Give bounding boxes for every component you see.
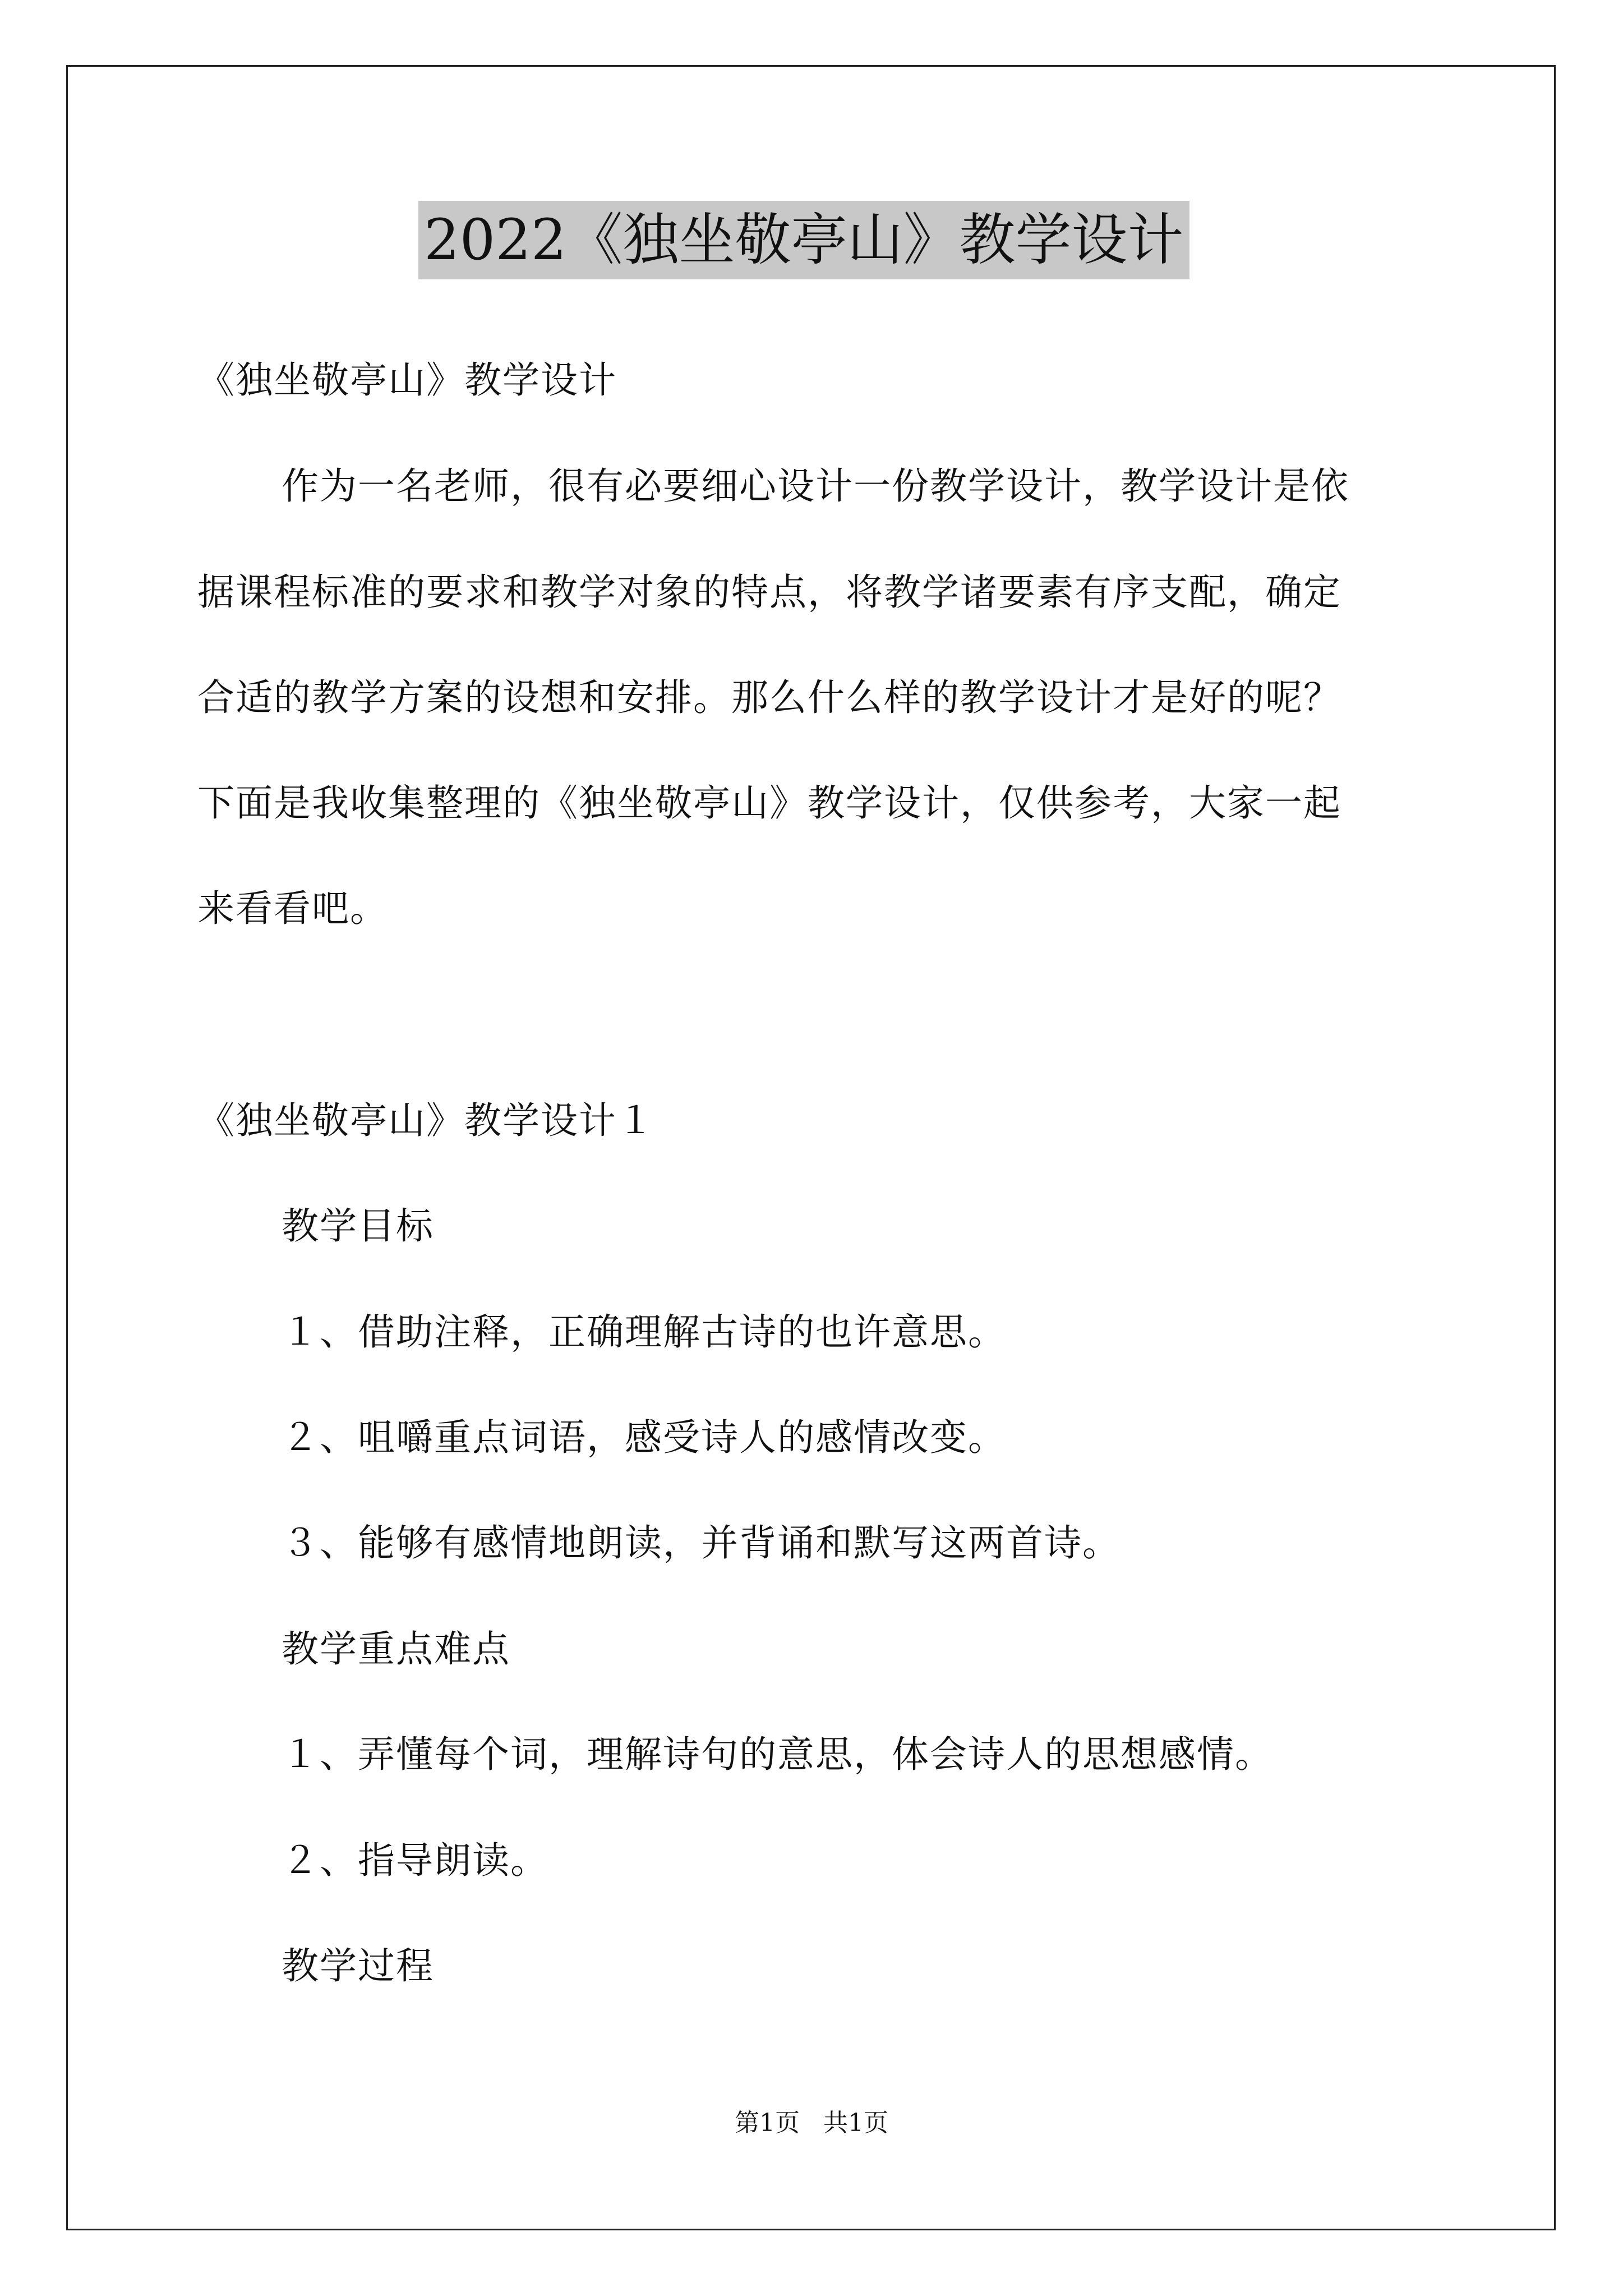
key-point-item: １、弄懂每个词，理解诗句的意思，体会诗人的思想感情。 — [282, 1733, 1273, 1776]
page-number-total: 共1页 — [823, 2109, 888, 2137]
document-title: 2022《独坐敬亭山》教学设计 — [418, 201, 1189, 279]
process-heading: 教学过程 — [282, 1944, 434, 1987]
goals-heading: 教学目标 — [282, 1204, 434, 1248]
page-number-current: 第1页 — [735, 2109, 800, 2137]
section-title: 《独坐敬亭山》教学设计１ — [197, 1099, 655, 1142]
intro-line-1: 作为一名老师，很有必要细心设计一份教学设计，教学设计是依 — [282, 464, 1349, 508]
intro-line-4: 下面是我收集整理的《独坐敬亭山》教学设计，仅供参考，大家一起 — [197, 781, 1341, 825]
intro-line-5: 来看看吧。 — [197, 887, 388, 930]
goal-item: ２、咀嚼重点词语，感受诗人的感情改变。 — [282, 1416, 1006, 1459]
goal-item: ３、能够有感情地朗读，并背诵和默写这两首诗。 — [282, 1521, 1121, 1565]
intro-line-2: 据课程标准的要求和教学对象的特点，将教学诸要素有序支配，确定 — [197, 570, 1341, 614]
intro-line-3: 合适的教学方案的设想和安排。那么什么样的教学设计才是好的呢？ — [197, 676, 1341, 719]
goal-item: １、借助注释，正确理解古诗的也许意思。 — [282, 1310, 1006, 1354]
key-points-heading: 教学重点难点 — [282, 1627, 510, 1671]
key-point-item: ２、指导朗读。 — [282, 1839, 548, 1882]
document-subtitle: 《独坐敬亭山》教学设计 — [197, 358, 617, 402]
page-footer — [0, 2106, 1623, 2140]
